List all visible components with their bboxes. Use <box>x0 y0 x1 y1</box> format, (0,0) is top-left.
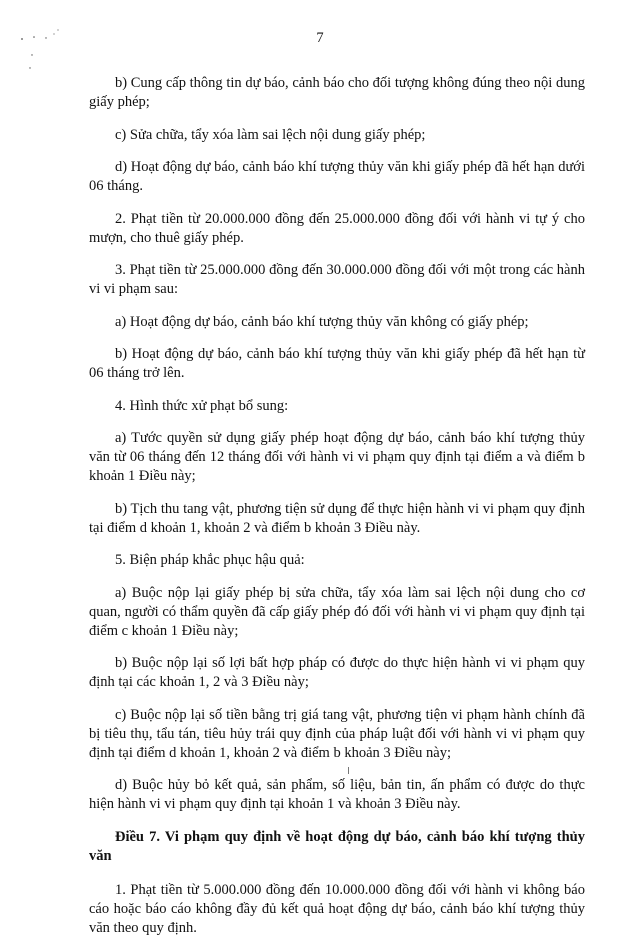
document-body <box>89 74 585 951</box>
scan-mark <box>348 767 349 774</box>
clause-4b: b) Tịch thu tang vật, phương tiện sử dụng để thực hiện hành vi vi phạm quy định tại điểm d khoản 1, khoản 2 và điểm b khoản 3 Điều này. <box>89 500 585 536</box>
clause-3a: a) Hoạt động dự báo, cảnh báo khí tượng thủy văn không có giấy phép; <box>115 313 529 330</box>
clause-2: 2. Phạt tiền từ 20.000.000 đồng đến 25.000.000 đồng đối với hành vi tự ý cho mượn, cho thuê giấy phép. <box>89 210 585 246</box>
clause-5a: a) Buộc nộp lại giấy phép bị sửa chữa, tẩy xóa làm sai lệch nội dung cho cơ quan, người có thẩm quyền đã cấp giấy phép đó đối với hành vi vi phạm quy định tại điểm c khoản 1 Điều này; <box>89 584 585 639</box>
page-number: 7 <box>316 30 324 46</box>
clause-5b: b) Buộc nộp lại số lợi bất hợp pháp có được do thực hiện hành vi vi phạm quy định tại các khoản 1, 2 và 3 Điều này; <box>89 655 585 690</box>
clause-3b: b) Hoạt động dự báo, cảnh báo khí tượng thủy văn khi giấy phép đã hết hạn từ 06 tháng trở lên. <box>89 346 585 381</box>
clause-4: 4. Hình thức xử phạt bổ sung: <box>115 397 289 414</box>
article-7-heading: Điều 7. Vi phạm quy định về hoạt động dự báo, cảnh báo khí tượng thủy văn <box>89 828 585 864</box>
clause-1d: d) Hoạt động dự báo, cảnh báo khí tượng thủy văn khi giấy phép đã hết hạn dưới 06 tháng. <box>89 159 585 194</box>
article-7-clause-1: 1. Phạt tiền từ 5.000.000 đồng đến 10.000.000 đồng đối với hành vi không báo cáo hoặc báo cáo không đầy đủ kết quả hoạt động dự báo, cảnh báo khí tượng thủy văn theo quy định. <box>89 881 585 936</box>
clause-1b: b) Cung cấp thông tin dự báo, cảnh báo cho đối tượng không đúng theo nội dung giấy phép; <box>89 75 585 110</box>
clause-1c: c) Sửa chữa, tẩy xóa làm sai lệch nội dung giấy phép; <box>115 126 426 143</box>
clause-4a: a) Tước quyền sử dụng giấy phép hoạt động dự báo, cảnh báo khí tượng thủy văn từ 06 tháng đến 12 tháng đối với hành vi vi phạm quy định tại điểm a và điểm b khoản 1 Điều này; <box>89 430 585 484</box>
clause-5c: c) Buộc nộp lại số tiền bằng trị giá tang vật, phương tiện vi phạm hành chính đã bị tiêu thụ, tẩu tán, tiêu hủy trái quy định của pháp luật đối với hành vi vi phạm quy định tại điểm d khoản 1, khoản 2 và điểm b khoản 3 Điều này; <box>89 706 585 761</box>
clause-5: 5. Biện pháp khắc phục hậu quả: <box>115 552 305 568</box>
clause-3: 3. Phạt tiền từ 25.000.000 đồng đến 30.000.000 đồng đối với một trong các hành vi vi phạm sau: <box>89 262 585 297</box>
clause-5d: d) Buộc hủy bỏ kết quả, sản phẩm, số liệu, bản tin, ấn phẩm có được do thực hiện hành vi vi phạm quy định tại khoản 1 và khoản 3 Điều này. <box>89 777 585 812</box>
